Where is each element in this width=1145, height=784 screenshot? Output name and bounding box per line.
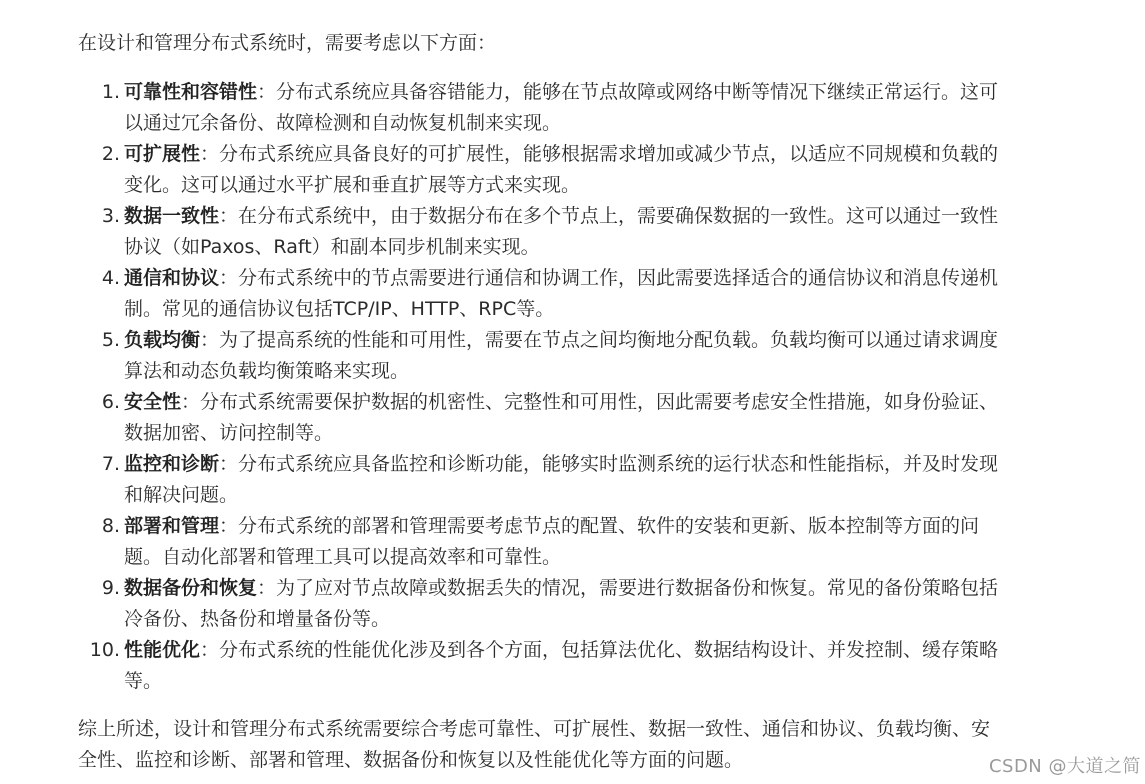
list-number: 6. (101, 391, 120, 413)
considerations-list (78, 77, 1003, 697)
list-number: 10. (89, 639, 120, 661)
item-separator: ： (257, 81, 277, 103)
csdn-watermark: CSDN @大道之简 (988, 756, 1141, 777)
list-number: 4. (101, 267, 120, 289)
list-item (78, 635, 1003, 697)
item-text: 分布式系统应具备良好的可扩展性，能够根据需求增加或减少节点，以适应不同规模和负载的变化。这可以通过水平扩展和垂直扩展等方式来实现。 (124, 143, 999, 196)
list-number: 5. (101, 329, 120, 351)
item-term: 通信和协议 (124, 267, 220, 289)
list-number: 9. (101, 577, 120, 599)
item-separator: ： (219, 267, 239, 289)
item-separator: ： (219, 515, 239, 537)
item-text: 分布式系统的部署和管理需要考虑节点的配置、软件的安装和更新、版本控制等方面的问题。自动化部署和管理工具可以提高效率和可靠性。 (124, 515, 980, 568)
list-number: 7. (101, 453, 120, 475)
item-term: 性能优化 (124, 639, 201, 661)
item-term: 数据一致性 (124, 205, 220, 227)
list-item (78, 325, 1003, 387)
item-term: 负载均衡 (124, 329, 201, 351)
list-number: 1. (101, 81, 120, 103)
item-separator: ： (200, 639, 220, 661)
item-separator: ： (257, 577, 277, 599)
item-separator: ： (200, 329, 220, 351)
item-separator: ： (181, 391, 201, 413)
item-text: 为了应对节点故障或数据丢失的情况，需要进行数据备份和恢复。常见的备份策略包括冷备份、热备份和增量备份等。 (124, 577, 999, 630)
item-text: 在分布式系统中，由于数据分布在多个节点上，需要确保数据的一致性。这可以通过一致性协议（如Paxos、Raft）和副本同步机制来实现。 (124, 205, 999, 258)
item-separator: ： (219, 453, 239, 475)
list-number: 2. (101, 143, 120, 165)
item-text: 分布式系统的性能优化涉及到各个方面，包括算法优化、数据结构设计、并发控制、缓存策略等。 (124, 639, 999, 692)
item-text: 分布式系统应具备容错能力，能够在节点故障或网络中断等情况下继续正常运行。这可以通过冗余备份、故障检测和自动恢复机制来实现。 (124, 81, 999, 134)
item-term: 数据备份和恢复 (124, 577, 258, 599)
summary-paragraph: 综上所述，设计和管理分布式系统需要综合考虑可靠性、可扩展性、数据一致性、通信和协议、负载均衡、安全性、监控和诊断、部署和管理、数据备份和恢复以及性能优化等方面的问题。 (78, 718, 991, 771)
item-text: 分布式系统中的节点需要进行通信和协调工作，因此需要选择适合的通信协议和消息传递机制。常见的通信协议包括TCP/IP、HTTP、RPC等。 (124, 267, 999, 320)
intro-paragraph: 在设计和管理分布式系统时，需要考虑以下方面： (78, 32, 497, 54)
item-separator: ： (219, 205, 239, 227)
item-text: 分布式系统应具备监控和诊断功能，能够实时监测系统的运行状态和性能指标，并及时发现和解决问题。 (124, 453, 999, 506)
article-body (78, 28, 1003, 776)
list-item (78, 387, 1003, 449)
list-item (78, 573, 1003, 635)
item-text: 分布式系统需要保护数据的机密性、完整性和可用性，因此需要考虑安全性措施，如身份验证、数据加密、访问控制等。 (124, 391, 999, 444)
item-term: 监控和诊断 (124, 453, 220, 475)
item-text: 为了提高系统的性能和可用性，需要在节点之间均衡地分配负载。负载均衡可以通过请求调度算法和动态负载均衡策略来实现。 (124, 329, 999, 382)
item-term: 可扩展性 (124, 143, 201, 165)
list-number: 3. (101, 205, 120, 227)
list-number: 8. (101, 515, 120, 537)
item-term: 可靠性和容错性 (124, 81, 258, 103)
item-term: 安全性 (124, 391, 182, 413)
list-item (78, 263, 1003, 325)
item-separator: ： (200, 143, 220, 165)
list-item (78, 201, 1003, 263)
item-term: 部署和管理 (124, 515, 220, 537)
list-item (78, 77, 1003, 139)
list-item (78, 511, 1003, 573)
list-item (78, 449, 1003, 511)
list-item (78, 139, 1003, 201)
